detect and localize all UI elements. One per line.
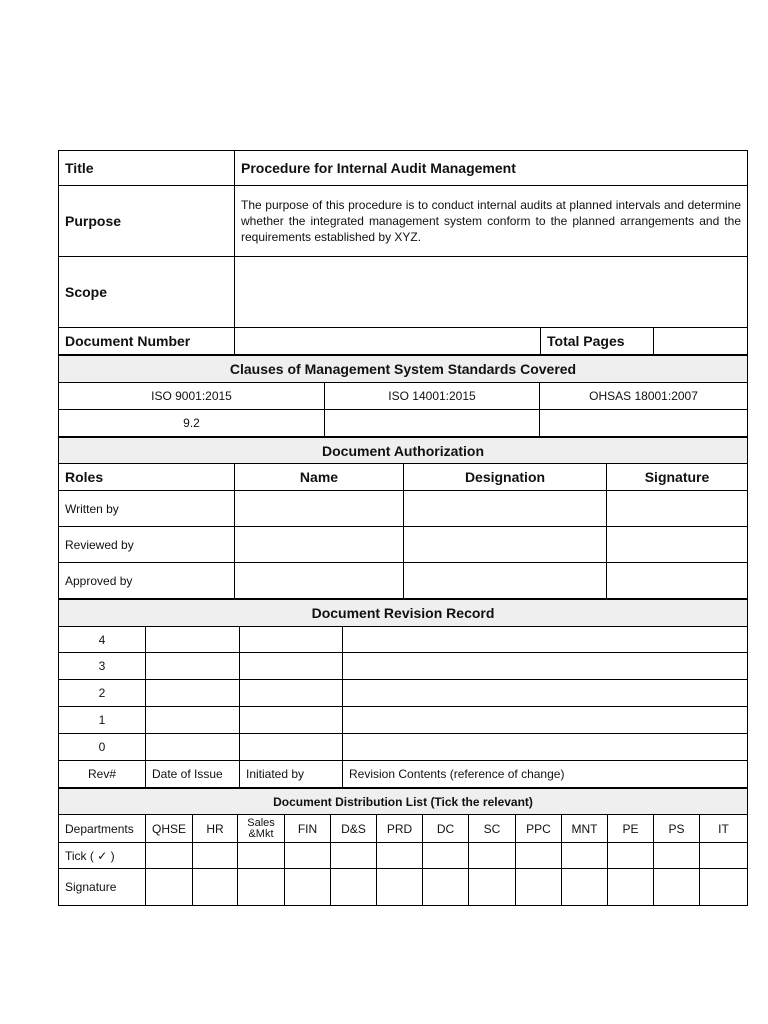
signature-cell[interactable] (423, 869, 469, 906)
dept-prd: PRD (377, 815, 423, 843)
signature-cell[interactable] (700, 869, 748, 906)
revision-row (59, 680, 748, 707)
rev-initiated-cell[interactable] (240, 707, 343, 734)
rev-number: 0 (59, 734, 146, 761)
rev-contents-cell[interactable] (343, 707, 748, 734)
tick-cell[interactable] (469, 843, 516, 869)
title-value: Procedure for Internal Audit Management (235, 151, 748, 186)
signature-cell[interactable] (193, 869, 238, 906)
tick-cell[interactable] (285, 843, 331, 869)
revision-row (59, 627, 748, 653)
signature-cell[interactable] (469, 869, 516, 906)
reviewed-designation-cell[interactable] (404, 527, 607, 563)
col-date-of-issue: Date of Issue (146, 761, 240, 788)
revision-row (59, 707, 748, 734)
dept-dc: DC (423, 815, 469, 843)
tick-cell[interactable] (331, 843, 377, 869)
standard-iso-9001: ISO 9001:2015 (59, 383, 325, 410)
col-revision-contents: Revision Contents (reference of change) (343, 761, 748, 788)
role-reviewed-by: Reviewed by (59, 527, 235, 563)
rev-initiated-cell[interactable] (240, 653, 343, 680)
dept-sc: SC (469, 815, 516, 843)
dept-sales-mkt-label: Sales &Mkt (247, 816, 275, 840)
signature-cell[interactable] (285, 869, 331, 906)
rev-initiated-cell[interactable] (240, 627, 343, 653)
signature-cell[interactable] (146, 869, 193, 906)
col-signature: Signature (607, 464, 748, 491)
doc-number-value[interactable] (235, 328, 541, 355)
clauses-table (58, 355, 748, 437)
signature-label: Signature (59, 869, 146, 906)
revision-table (58, 599, 748, 788)
revision-row (59, 734, 748, 761)
tick-cell[interactable] (700, 843, 748, 869)
dept-ps: PS (654, 815, 700, 843)
written-signature-cell[interactable] (607, 491, 748, 527)
dept-ds: D&S (331, 815, 377, 843)
purpose-value: The purpose of this procedure is to conduct internal audits at planned intervals and determine whether the integrated management system conform to the planned arrangements and the requirements established by XYZ. (235, 186, 748, 257)
tick-cell[interactable] (377, 843, 423, 869)
departments-label: Departments (59, 815, 146, 843)
signature-cell[interactable] (608, 869, 654, 906)
signature-cell[interactable] (654, 869, 700, 906)
purpose-row (59, 186, 748, 257)
reviewed-signature-cell[interactable] (607, 527, 748, 563)
rev-number: 1 (59, 707, 146, 734)
auth-row-reviewed (59, 527, 748, 563)
authorization-heading: Document Authorization (59, 438, 748, 464)
revision-heading: Document Revision Record (59, 600, 748, 627)
clause-value-iso-9001[interactable]: 9.2 (59, 410, 325, 437)
rev-number: 3 (59, 653, 146, 680)
rev-date-cell[interactable] (146, 707, 240, 734)
purpose-label: Purpose (59, 186, 235, 257)
dept-pe: PE (608, 815, 654, 843)
dept-fin: FIN (285, 815, 331, 843)
header-table (58, 150, 748, 355)
auth-row-written (59, 491, 748, 527)
col-name: Name (235, 464, 404, 491)
col-initiated-by: Initiated by (240, 761, 343, 788)
role-approved-by: Approved by (59, 563, 235, 599)
tick-row (59, 843, 748, 869)
rev-initiated-cell[interactable] (240, 734, 343, 761)
authorization-header-row (59, 464, 748, 491)
written-designation-cell[interactable] (404, 491, 607, 527)
dept-mnt: MNT (562, 815, 608, 843)
standard-iso-14001: ISO 14001:2015 (325, 383, 540, 410)
rev-contents-cell[interactable] (343, 680, 748, 707)
authorization-table (58, 437, 748, 599)
title-row (59, 151, 748, 186)
signature-cell[interactable] (516, 869, 562, 906)
approved-signature-cell[interactable] (607, 563, 748, 599)
reviewed-name-cell[interactable] (235, 527, 404, 563)
col-designation: Designation (404, 464, 607, 491)
tick-label: Tick ( ✓ ) (59, 843, 146, 869)
title-label: Title (59, 151, 235, 186)
signature-row (59, 869, 748, 906)
distribution-table (58, 788, 748, 906)
dept-hr: HR (193, 815, 238, 843)
tick-cell[interactable] (146, 843, 193, 869)
tick-cell[interactable] (193, 843, 238, 869)
tick-cell[interactable] (654, 843, 700, 869)
dept-it: IT (700, 815, 748, 843)
revision-header-row (59, 761, 748, 788)
tick-cell[interactable] (608, 843, 654, 869)
standard-ohsas-18001: OHSAS 18001:2007 (540, 383, 748, 410)
clause-values-row (59, 410, 748, 437)
signature-cell[interactable] (377, 869, 423, 906)
scope-value[interactable] (235, 257, 748, 328)
dept-qhse: QHSE (146, 815, 193, 843)
doc-number-row (59, 328, 748, 355)
auth-row-approved (59, 563, 748, 599)
scope-row (59, 257, 748, 328)
rev-number: 4 (59, 627, 146, 653)
written-name-cell[interactable] (235, 491, 404, 527)
rev-date-cell[interactable] (146, 680, 240, 707)
dept-sales-mkt (238, 815, 285, 843)
distribution-heading: Document Distribution List (Tick the relevant) (59, 789, 748, 815)
signature-cell[interactable] (562, 869, 608, 906)
total-pages-value[interactable] (654, 328, 748, 355)
rev-date-cell[interactable] (146, 627, 240, 653)
rev-date-cell[interactable] (146, 734, 240, 761)
approved-name-cell[interactable] (235, 563, 404, 599)
dept-ppc: PPC (516, 815, 562, 843)
tick-cell[interactable] (562, 843, 608, 869)
tick-cell[interactable] (423, 843, 469, 869)
departments-row (59, 815, 748, 843)
revision-row (59, 653, 748, 680)
doc-number-label: Document Number (59, 328, 235, 355)
clauses-heading: Clauses of Management System Standards Covered (59, 356, 748, 383)
standards-row (59, 383, 748, 410)
tick-cell[interactable] (238, 843, 285, 869)
signature-cell[interactable] (238, 869, 285, 906)
rev-contents-cell[interactable] (343, 653, 748, 680)
rev-number: 2 (59, 680, 146, 707)
rev-contents-cell[interactable] (343, 734, 748, 761)
clause-value-iso-14001[interactable] (325, 410, 540, 437)
rev-initiated-cell[interactable] (240, 680, 343, 707)
col-rev: Rev# (59, 761, 146, 788)
scope-label: Scope (59, 257, 235, 328)
role-written-by: Written by (59, 491, 235, 527)
rev-contents-cell[interactable] (343, 627, 748, 653)
col-roles: Roles (59, 464, 235, 491)
signature-cell[interactable] (331, 869, 377, 906)
total-pages-label: Total Pages (541, 328, 654, 355)
approved-designation-cell[interactable] (404, 563, 607, 599)
clause-value-ohsas-18001[interactable] (540, 410, 748, 437)
tick-cell[interactable] (516, 843, 562, 869)
document-page (58, 150, 747, 906)
rev-date-cell[interactable] (146, 653, 240, 680)
